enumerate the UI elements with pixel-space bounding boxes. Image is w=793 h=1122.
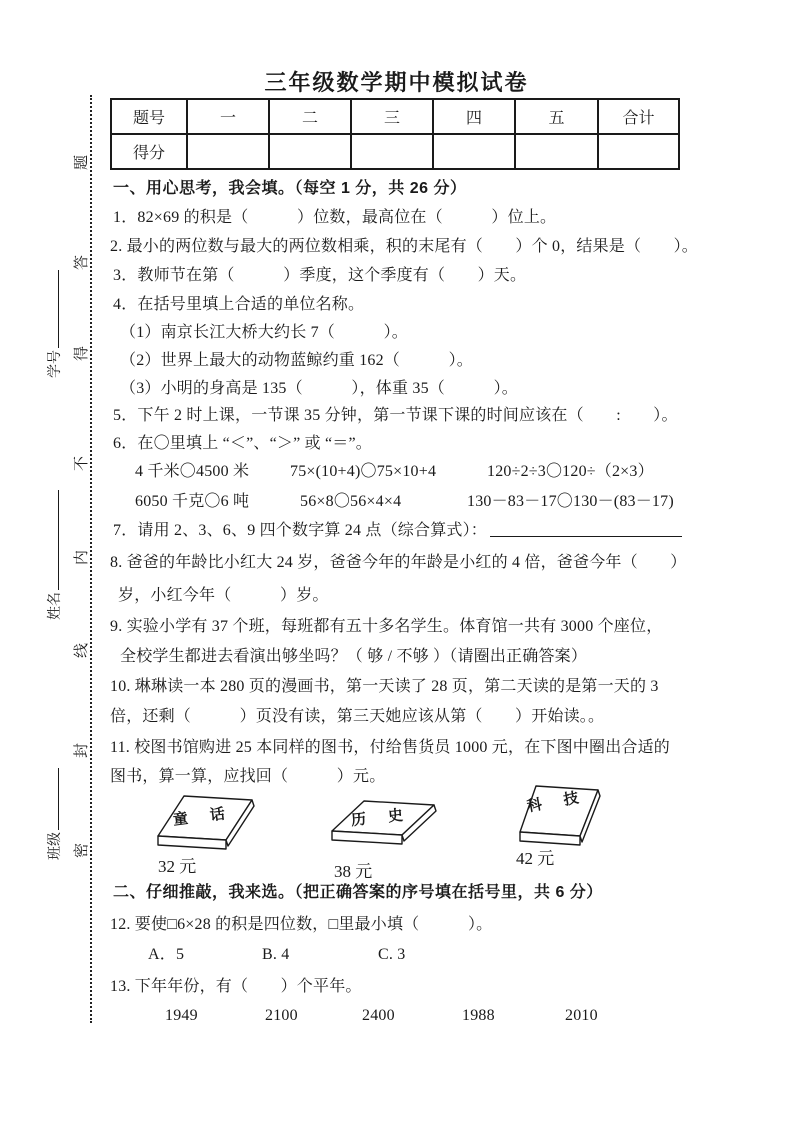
exam-text-line: （2）世界上最大的动物蓝鲸约重 162（ ）。 xyxy=(120,352,474,369)
seal-field-blank-line xyxy=(46,768,59,830)
exam-text-line: 9. 实验小学有 37 个班，每班都有五十多名学生。体育馆一共有 3000 个座位， xyxy=(110,618,663,635)
page-title: 三年级数学期中模拟试卷 xyxy=(264,70,529,95)
exam-text-line: 13. 下年年份，有（ ）个平年。 xyxy=(110,978,362,995)
exam-text-line: A．5 xyxy=(148,946,185,963)
score-cell xyxy=(187,134,269,169)
exam-text-line: 6．在〇里填上 “＜”、“＞” 或 “＝”。 xyxy=(113,435,373,452)
book-icon xyxy=(510,780,622,848)
seal-char: 题 xyxy=(74,154,90,170)
exam-text-line: 4．在括号里填上合适的单位名称。 xyxy=(113,296,365,313)
seal-char: 线 xyxy=(74,642,90,658)
exam-text-line: 75×(10+4)〇75×10+4 xyxy=(290,463,437,480)
score-cell xyxy=(269,134,351,169)
exam-text-line: 130－83－17〇130－(83－17) xyxy=(467,493,674,510)
exam-text-line: 2010 xyxy=(565,1007,598,1024)
seal-field-姓名 xyxy=(46,490,64,620)
score-header-cell: 二 xyxy=(269,99,351,134)
seal-char: 答 xyxy=(74,254,90,270)
exam-text-line: 120÷2÷3〇120÷（2×3） xyxy=(487,463,654,480)
exam-text-line: 1．82×69 的积是（ ）位数，最高位在（ ）位上。 xyxy=(113,209,557,226)
book-price: 38 元 xyxy=(334,862,373,881)
score-header-cell: 五 xyxy=(515,99,598,134)
exam-text-line: 1988 xyxy=(462,1007,495,1024)
exam-text-line: 1949 xyxy=(165,1007,198,1024)
score-table-header-row xyxy=(111,99,679,134)
seal-field-label: 班级 xyxy=(48,832,63,860)
exam-text-line: 倍，还剩（ ）页没有读，第三天她应该从第（ ）开始读。。 xyxy=(110,708,605,725)
book-title: 科 技 xyxy=(525,787,589,816)
book-title: 历 史 xyxy=(350,805,413,830)
score-table xyxy=(110,98,680,170)
seal-dotted-line xyxy=(90,95,92,1023)
exam-text-line: （1）南京长江大桥大约长 7（ ）。 xyxy=(120,324,409,341)
exam-text-line: 56×8〇56×4×4 xyxy=(300,493,402,510)
exam-text-line: 4 千米〇4500 米 xyxy=(135,463,250,480)
exam-text-line: 6050 千克〇6 吨 xyxy=(135,493,250,510)
exam-text-line: 图书，算一算，应找回（ ）元。 xyxy=(110,768,386,785)
score-cell xyxy=(351,134,433,169)
exam-text-line: 全校学生都进去看演出够坐吗？（ 够 / 不够 ）（请圈出正确答案） xyxy=(120,648,588,665)
seal-field-blank-line xyxy=(46,490,59,590)
book-icon xyxy=(328,793,440,861)
score-row-label: 得分 xyxy=(111,134,187,169)
exam-text-line: 7．请用 2、3、6、9 四个数字算 24 点（综合算式）： xyxy=(113,522,488,539)
score-cell xyxy=(598,134,679,169)
seal-field-学号 xyxy=(46,270,64,378)
exam-text-line: 8. 爸爸的年龄比小红大 24 岁，爸爸今年的年龄是小红的 4 倍，爸爸今年（ ） xyxy=(110,554,687,571)
book-illustration xyxy=(510,780,622,868)
exam-text-line: 岁，小红今年（ ）岁。 xyxy=(118,587,329,604)
exam-text-line: 2400 xyxy=(362,1007,395,1024)
seal-field-label: 学号 xyxy=(48,350,63,378)
book-icon xyxy=(152,788,264,856)
exam-text-line: 一、用心思考，我会填。（每空 1 分，共 26 分） xyxy=(113,180,467,197)
seal-field-blank-line xyxy=(46,270,59,348)
book-price: 32 元 xyxy=(158,857,197,876)
exam-text-line: （3）小明的身高是 135（ ），体重 35（ ）。 xyxy=(120,380,519,397)
book-illustration xyxy=(328,793,440,881)
exam-text-line: 3．教师节在第（ ）季度，这个季度有（ ）天。 xyxy=(113,267,527,284)
exam-text-line: 二、仔细推敲，我来选。（把正确答案的序号填在括号里，共 6 分） xyxy=(113,884,603,901)
book-title: 童 话 xyxy=(172,804,235,829)
exam-text-line: 2. 最小的两位数与最大的两位数相乘，积的末尾有（ ）个 0，结果是（ ）。 xyxy=(110,238,699,255)
exam-text-line: B. 4 xyxy=(262,946,290,963)
score-header-cell: 题号 xyxy=(111,99,187,134)
score-header-cell: 四 xyxy=(433,99,515,134)
seal-char: 封 xyxy=(74,742,90,758)
score-table-score-row xyxy=(111,134,679,169)
score-cell xyxy=(515,134,598,169)
exam-text-line: 2100 xyxy=(265,1007,298,1024)
score-header-cell: 合计 xyxy=(598,99,679,134)
score-cell xyxy=(433,134,515,169)
score-header-cell: 一 xyxy=(187,99,269,134)
seal-char: 内 xyxy=(74,549,90,565)
answer-blank-rule xyxy=(490,536,682,537)
seal-char: 密 xyxy=(74,842,90,858)
seal-field-班级 xyxy=(46,768,64,860)
seal-field-label: 姓名 xyxy=(48,592,63,620)
exam-text-line: 5．下午 2 时上课，一节课 35 分钟，第一节课下课的时间应该在（ : ）。 xyxy=(113,407,678,424)
seal-char: 得 xyxy=(74,345,90,361)
score-header-cell: 三 xyxy=(351,99,433,134)
book-illustration xyxy=(152,788,264,876)
exam-text-line: 12. 要使□6×28 的积是四位数，□里最小填（ ）。 xyxy=(110,916,493,933)
book-price: 42 元 xyxy=(516,849,555,868)
seal-char: 不 xyxy=(74,455,90,471)
exam-text-line: 11. 校图书馆购进 25 本同样的图书，付给售货员 1000 元，在下图中圈出合适的 xyxy=(110,739,671,756)
exam-text-line: C. 3 xyxy=(378,946,406,963)
exam-text-line: 10. 琳琳读一本 280 页的漫画书，第一天读了 28 页，第二天读的是第一天的 3 xyxy=(110,678,659,695)
